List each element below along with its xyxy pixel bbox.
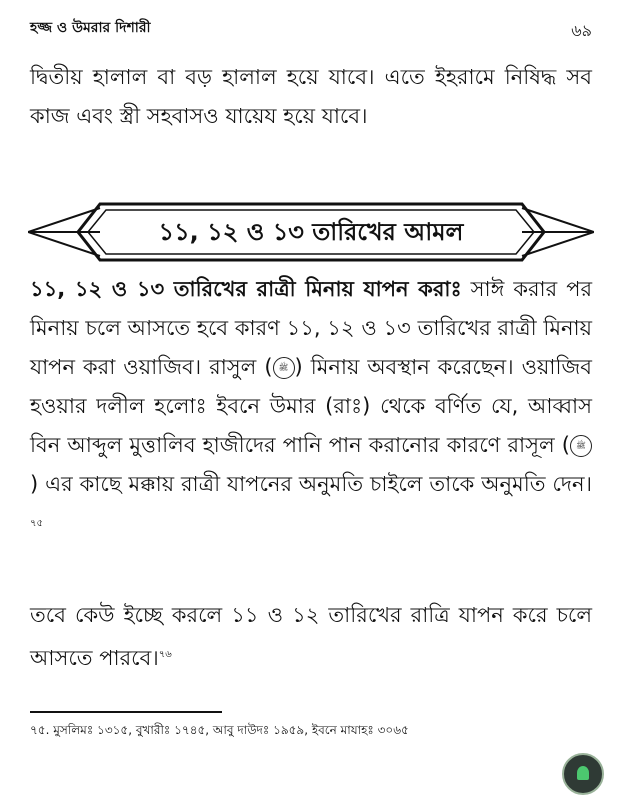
footnote-divider — [30, 711, 222, 713]
honorific-seal-icon: ﷺ — [273, 357, 295, 379]
paragraph-2-heading: ১১, ১২ ও ১৩ তারিখের রাত্রী মিনায় যাপন করাঃ — [30, 277, 462, 301]
footnote-ref-75: ৭৫ — [30, 518, 43, 529]
running-header-title: হজ্জ ও উমরার দিশারী — [30, 20, 151, 36]
paragraph-3 — [30, 596, 592, 678]
honorific-seal-icon: ﷺ — [570, 435, 592, 457]
paragraph-2: ১১, ১২ ও ১৩ তারিখের রাত্রী মিনায় যাপন করাঃ সাঈ করার পর মিনায় চলে আসতে হবে কারণ ১১, ১২ ও ১৩ তারিখের রাত্রী মিনায় যাপন করা ওয়াজিব। রাসুল ( ﷺ ) মিনায় অবস্থান করেছেন। ওয়াজিব হওয়ার দলীল হলোঃ ইবনে উমার (রাঃ) থেকে বর্ণিত যে, আব্বাস বিন আব্দুল মুত্তালিব হাজীদের পানি পান করানোর কারণে রাসূল ( ﷺ) এর কাছে মক্কায় রাত্রী যাপনের অনুমতি চাইলে তাকে অনুমতি দেন।$^{৭৫}$ — [30, 277, 592, 529]
paragraph-2-text-a: সাঈ করার পর মিনায় চলে আসতে হবে কারণ ১১, ১২ ও ১৩ তারিখের রাত্রী মিনায় যাপন করা ওয়াজিব। রাসুল — [30, 277, 592, 379]
page-number: ৬৯ — [571, 21, 592, 40]
footnote-ref-76: ৭৬ — [158, 649, 172, 660]
paragraph-1: দ্বিতীয় হালাল বা বড় হালাল হয়ে যাবে। এতে ইহরামে নিষিদ্ধ সব কাজ এবং স্ত্রী সহবাসও যায়েয হয়ে যাবে। — [30, 65, 592, 128]
app-logo-badge-icon — [562, 753, 604, 795]
section-banner — [28, 196, 594, 268]
paragraph-3-text: তবে কেউ ইচ্ছে করলে ১১ ও ১২ তারিখের রাত্রি যাপন করে চলে আসতে পারবে। — [30, 603, 592, 670]
section-title: ১১, ১২ ও ১৩ তারিখের আমল — [158, 218, 464, 246]
paragraph-2-text-b: মিনায় অবস্থান করেছেন। ওয়াজিব হওয়ার দলীল হলোঃ ইবনে উমার (রাঃ) থেকে বর্ণিত যে, আব্বাস বিন আব্দুল মুত্তালিব হাজীদের পানি পান করানোর কারণে রাসূল — [30, 355, 592, 457]
footnote-75: ৭৫. মুসলিমঃ ১৩১৫, বুখারীঃ ১৭৪৫, আবু দাউদঃ ১৯৫৯, ইবনে মাযাহঃ ৩০৬৫ — [30, 723, 409, 737]
paragraph-2-text-c: এর কাছে মক্কায় রাত্রী যাপনের অনুমতি চাইলে তাকে অনুমতি দেন। — [38, 472, 592, 496]
